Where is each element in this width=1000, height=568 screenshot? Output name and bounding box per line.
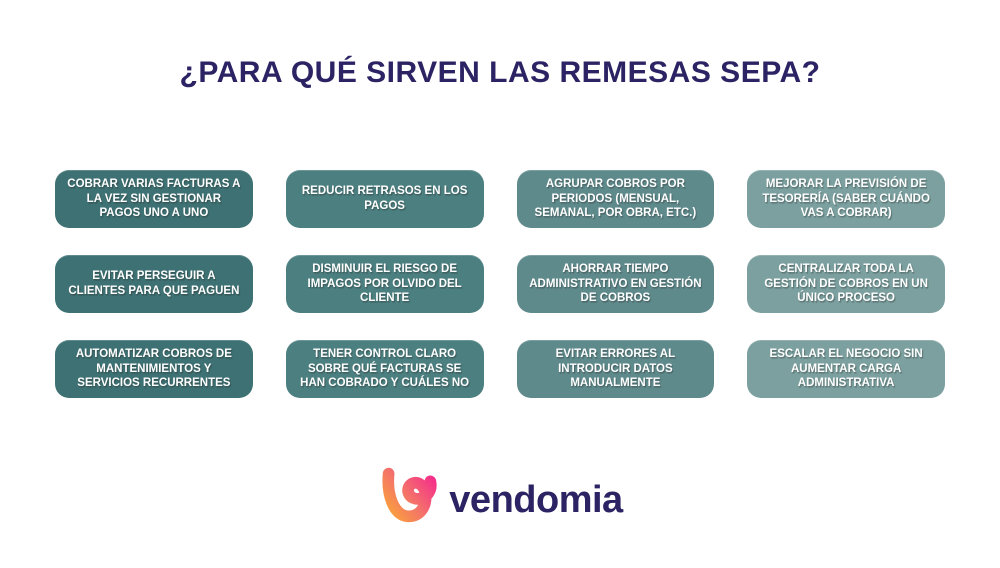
benefit-card: COBRAR VARIAS FACTURAS A LA VEZ SIN GESTIONAR PAGOS UNO A UNO — [55, 170, 253, 228]
benefit-card: DISMINUIR EL RIESGO DE IMPAGOS POR OLVIDO DEL CLIENTE — [286, 255, 484, 313]
benefit-card: EVITAR PERSEGUIR A CLIENTES PARA QUE PAGUEN — [55, 255, 253, 313]
benefit-card: TENER CONTROL CLARO SOBRE QUÉ FACTURAS SE HAN COBRADO Y CUÁLES NO — [286, 340, 484, 398]
benefit-card: AUTOMATIZAR COBROS DE MANTENIMIENTOS Y SERVICIOS RECURRENTES — [55, 340, 253, 398]
logo-wordmark: vendomia — [449, 479, 623, 521]
benefit-card: AHORRAR TIEMPO ADMINISTRATIVO EN GESTIÓN DE COBROS — [517, 255, 715, 313]
benefits-grid — [55, 170, 945, 398]
benefit-card: ESCALAR EL NEGOCIO SIN AUMENTAR CARGA ADMINISTRATIVA — [747, 340, 945, 398]
vendomia-logo — [0, 460, 1000, 526]
benefit-card: CENTRALIZAR TODA LA GESTIÓN DE COBROS EN UN ÚNICO PROCESO — [747, 255, 945, 313]
benefit-card: REDUCIR RETRASOS EN LOS PAGOS — [286, 170, 484, 228]
page-title: ¿PARA QUÉ SIRVEN LAS REMESAS SEPA? — [179, 56, 821, 89]
benefit-card: MEJORAR LA PREVISIÓN DE TESORERÍA (SABER CUÁNDO VAS A COBRAR) — [747, 170, 945, 228]
vendomia-v-swoosh-icon — [377, 460, 441, 526]
benefit-card: AGRUPAR COBROS POR PERIODOS (MENSUAL, SEMANAL, POR OBRA, ETC.) — [517, 170, 715, 228]
benefit-card: EVITAR ERRORES AL INTRODUCIR DATOS MANUALMENTE — [517, 340, 715, 398]
